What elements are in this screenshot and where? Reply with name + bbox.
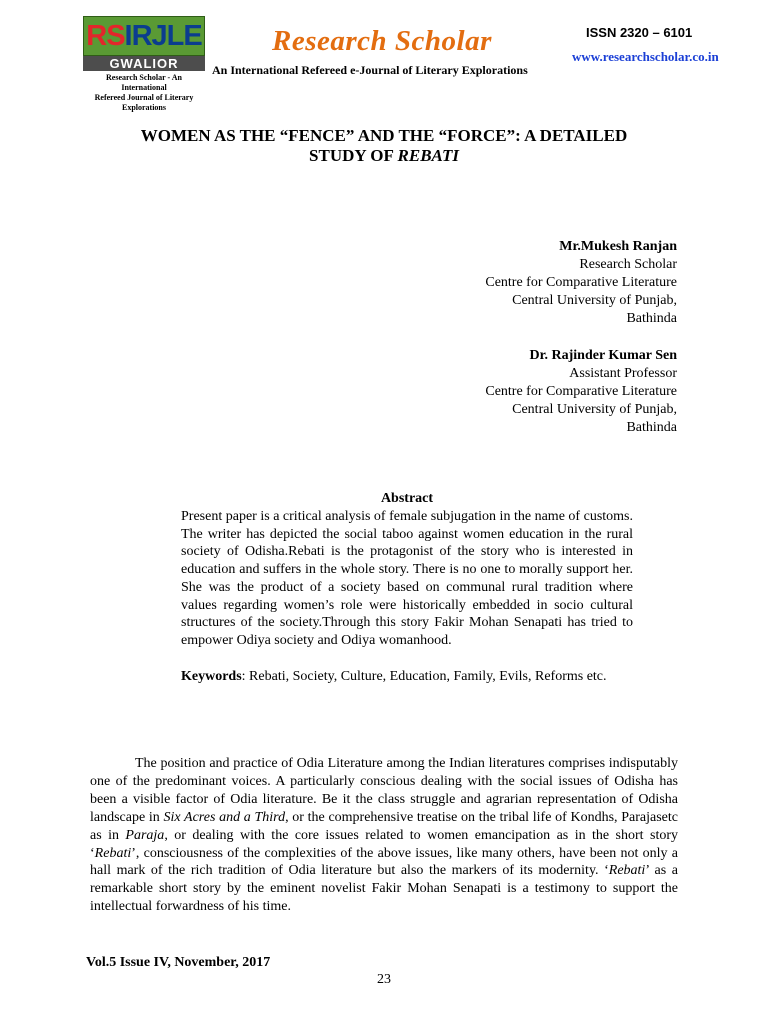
page-number: 23 (377, 972, 391, 987)
author-designation: Assistant Professor (569, 366, 677, 381)
story-title-italic: Rebati (94, 845, 132, 861)
logo-caption-line-1: Research Scholar - An International (106, 73, 182, 92)
body-text: ’, consciousness of the complexities of the above issues, like many others, have been not only a hall mark of the rich tradition of Odia literature but also the markers of its modernity. ‘ (90, 845, 678, 879)
paper-title-prefix: STUDY OF (309, 146, 398, 165)
author-city: Bathinda (626, 420, 677, 435)
footer-volume: Vol.5 Issue IV, November, 2017 (86, 955, 271, 970)
logo-caption-line-2: Refereed Journal of Literary Explorations (94, 93, 194, 112)
author-university: Central University of Punjab, (512, 402, 677, 417)
body-text: , or dealing with the core issues related to women emancipation as in the short story ‘ (90, 827, 678, 861)
author-department: Centre for Comparative Literature (485, 384, 677, 399)
logo-city: GWALIOR (83, 56, 205, 71)
author-block-1 (485, 238, 677, 328)
author-name: Dr. Rajinder Kumar Sen (529, 348, 677, 363)
abstract-heading: Abstract (380, 491, 434, 506)
journal-website-link[interactable]: www.researchscholar.co.in (572, 49, 719, 64)
journal-title: Research Scholar (272, 25, 492, 57)
author-block-2 (485, 347, 677, 437)
author-name: Mr.Mukesh Ranjan (559, 239, 677, 254)
author-designation: Research Scholar (579, 257, 677, 272)
paper-title-line-2 (90, 146, 678, 166)
body-paragraph (90, 755, 678, 916)
story-title-italic: Rebati (608, 863, 646, 879)
author-university: Central University of Punjab, (512, 293, 677, 308)
paper-title-italic: REBATI (397, 146, 459, 165)
keywords (181, 668, 633, 686)
book-title-italic: Paraja (125, 827, 165, 843)
logo-wordmark (83, 16, 205, 56)
paper-title (90, 126, 678, 166)
logo-rs: RS (86, 20, 125, 52)
author-city: Bathinda (626, 311, 677, 326)
keywords-label: Keywords (181, 669, 242, 684)
body-text: , or the comprehensive treatise on the tribal life of Kondhs, Parajasetc as in (90, 809, 678, 843)
journal-logo (83, 16, 205, 112)
paper-title-line-1: WOMEN AS THE “FENCE” AND THE “FORCE”: A DETAILED (140, 126, 628, 145)
logo-irjle: IRJLE (124, 20, 202, 52)
body-text: The position and practice of Odia Literature among the Indian literatures comprises indisputably one of the predominant voices. A particularly conscious dealing with the social issues of Odisha has been a visible factor of Odia literature. Be it the class struggle and agrarian representation of Odisha landscape in (90, 756, 678, 825)
journal-subtitle: An International Refereed e-Journal of Literary Explorations (212, 63, 528, 77)
keywords-text: : Rebati, Society, Culture, Education, Family, Evils, Reforms etc. (241, 669, 607, 684)
author-department: Centre for Comparative Literature (485, 275, 677, 290)
abstract-text: Present paper is a critical analysis of female subjugation in the name of customs. The writer has depicted the social taboo against women education in the rural society of Odisha.Rebati is the protagonist of the story who is interested in education and suffers in the whole story. There is no one to morally support her. She was the product of a society based on communal rural tradition where values regarding women’s role were historically embedded in socio cultural structures of the society.Through this story Fakir Mohan Senapati has tried to empower Odiya society and Odiya womanhood. (181, 509, 633, 648)
logo-caption (83, 73, 205, 113)
book-title-italic: Six Acres and a Third (163, 809, 286, 825)
issn-number: ISSN 2320 – 6101 (586, 25, 693, 40)
body-text: ’ as a remarkable short story by the eminent novelist Fakir Mohan Senapati is a testimony to support the intellectual forwardness of his time. (90, 863, 678, 915)
